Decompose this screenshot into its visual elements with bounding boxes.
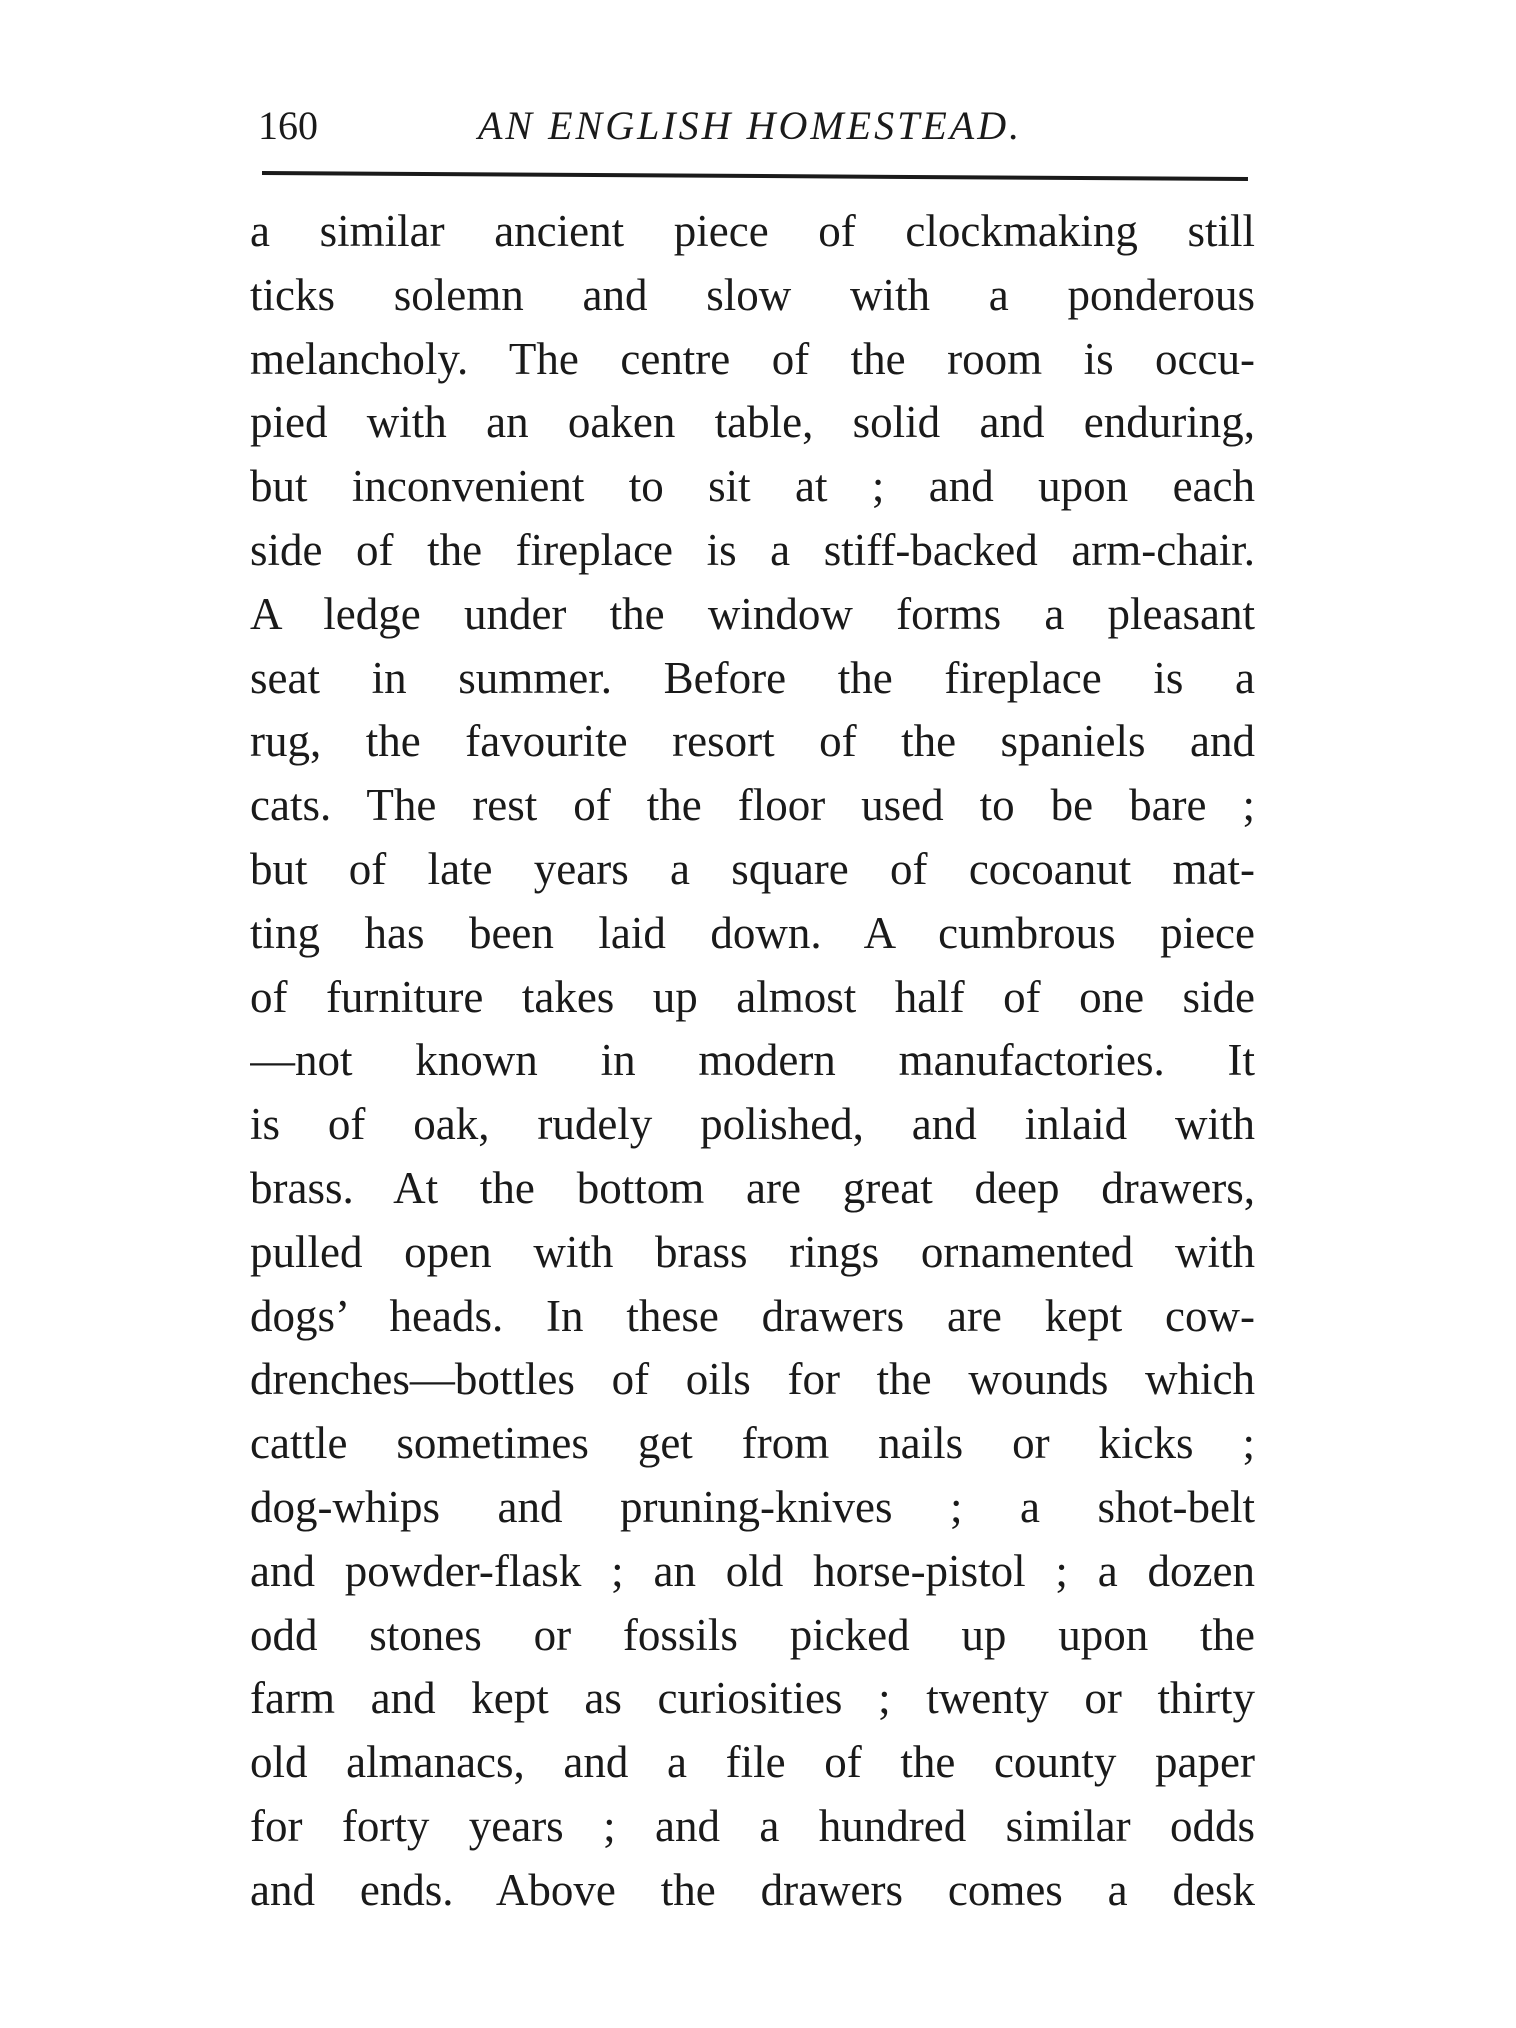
text-line: pied with an oaken table, solid and enduring, xyxy=(250,397,1255,448)
text-line: melancholy. The centre of the room is occu- xyxy=(250,333,1255,384)
header-rule xyxy=(262,171,1248,181)
page-number: 160 xyxy=(258,103,318,148)
text-line: farm and kept as curiosities ; twenty or thirty xyxy=(250,1673,1255,1724)
text-line: —not known in modern manufactories. It xyxy=(250,1035,1255,1086)
text-line: for forty years ; and a hundred similar odds xyxy=(250,1800,1255,1851)
text-line: old almanacs, and a file of the county paper xyxy=(250,1737,1255,1788)
text-line: brass. At the bottom are great deep drawers, xyxy=(250,1162,1255,1213)
text-line: cattle sometimes get from nails or kicks ; xyxy=(250,1418,1255,1469)
text-line: but of late years a square of cocoanut mat- xyxy=(250,843,1255,894)
text-line: and powder-flask ; an old horse-pistol ; a dozen xyxy=(250,1545,1255,1596)
text-line: side of the fireplace is a stiff-backed arm-chair. xyxy=(250,524,1255,575)
text-line: ting has been laid down. A cumbrous piece xyxy=(250,907,1255,958)
running-title: AN ENGLISH HOMESTEAD. xyxy=(478,103,1023,148)
text-line: but inconvenient to sit at ; and upon each xyxy=(250,461,1255,512)
text-line: A ledge under the window forms a pleasant xyxy=(250,588,1255,639)
text-line: a similar ancient piece of clockmaking still xyxy=(250,206,1255,256)
text-line: dogs’ heads. In these drawers are kept cow- xyxy=(250,1290,1255,1341)
running-head xyxy=(258,96,1248,156)
text-line: of furniture takes up almost half of one side xyxy=(250,971,1255,1022)
text-line: odd stones or fossils picked up upon the xyxy=(250,1609,1255,1660)
text-line: is of oak, rudely polished, and inlaid with xyxy=(250,1099,1255,1150)
text-line: dog-whips and pruning-knives ; a shot-belt xyxy=(250,1481,1255,1532)
text-line: drenches—bottles of oils for the wounds which xyxy=(250,1354,1255,1405)
text-line: ticks solemn and slow with a ponderous xyxy=(250,269,1255,320)
text-line: rug, the favourite resort of the spaniels and xyxy=(250,716,1255,767)
text-line: pulled open with brass rings ornamented with xyxy=(250,1226,1255,1277)
body-text xyxy=(250,200,1255,1923)
text-line: cats. The rest of the floor used to be bare ; xyxy=(250,780,1255,831)
text-line: seat in summer. Before the fireplace is a xyxy=(250,652,1255,703)
text-line: and ends. Above the drawers comes a desk xyxy=(250,1864,1255,1915)
